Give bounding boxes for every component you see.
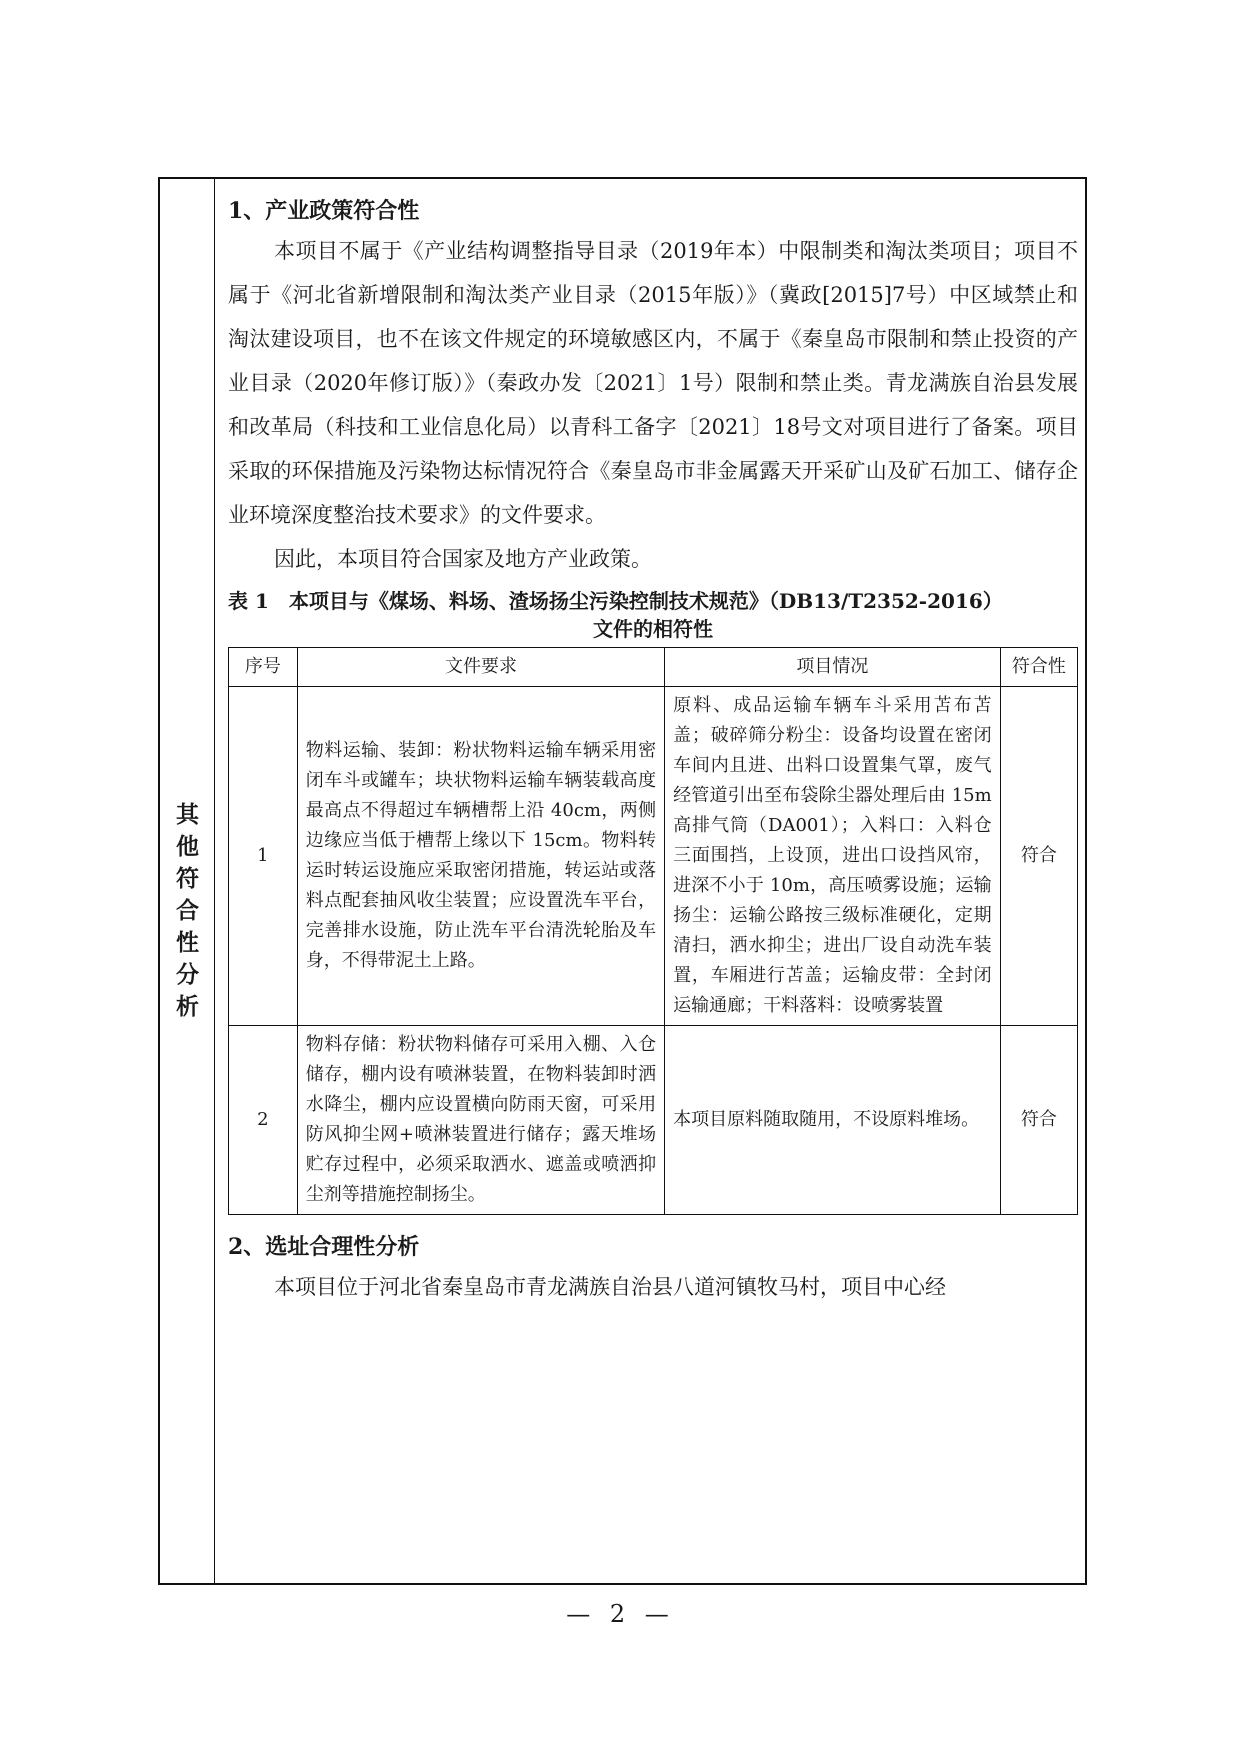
side-label-char: 性 xyxy=(176,930,199,956)
row-project: 本项目原料随取随用，不设原料堆场。 xyxy=(665,1026,1001,1215)
side-label-char: 析 xyxy=(176,994,199,1020)
table1-title-line1: 表 1 本项目与《煤场、料场、渣场扬尘污染控制技术规范》（DB13/T2352-2016） xyxy=(228,589,1003,613)
table-header-row xyxy=(229,648,1078,687)
row-requirement: 物料运输、装卸：粉状物料运输车辆采用密闭车斗或罐车；块状物料运输车辆装载高度最高点不得超过车辆槽帮上沿 40cm，两侧边缘应当低于槽帮上缘以下 15cm。物料转运时转运设施应采取密闭措施，转运站或落料点配套抽风收尘装置；应设置洗车平台，完善排水设施，防止洗车平台清洗轮胎及车身，不得带泥土上路。 xyxy=(297,687,664,1026)
page-number: — 2 — xyxy=(566,1600,675,1628)
header-requirement: 文件要求 xyxy=(297,648,664,687)
table1-title-line2: 文件的相符性 xyxy=(593,617,713,641)
row-requirement: 物料存储：粉状物料储存可采用入棚、入仓储存，棚内设有喷淋装置，在物料装卸时洒水降尘，棚内应设置横向防雨天窗，可采用防风抑尘网+喷淋装置进行储存；露天堆场贮存过程中，必须采取洒水、遮盖或喷洒抑尘剂等措施控制扬尘。 xyxy=(297,1026,664,1215)
section2-paragraph: 本项目位于河北省秦皇岛市青龙满族自治县八道河镇牧马村，项目中心经 xyxy=(274,1275,946,1299)
side-label-char: 符 xyxy=(176,866,199,892)
content-column xyxy=(228,179,1078,1309)
section1-heading: 1、产业政策符合性 xyxy=(228,198,420,224)
header-no: 序号 xyxy=(229,648,298,687)
header-project: 项目情况 xyxy=(665,648,1001,687)
side-label-char: 他 xyxy=(176,834,199,860)
row-compliance: 符合 xyxy=(1000,687,1077,1026)
section1-conclusion: 因此，本项目符合国家及地方产业政策。 xyxy=(274,547,652,571)
section2-heading: 2、选址合理性分析 xyxy=(228,1234,420,1260)
row-no: 1 xyxy=(229,687,298,1026)
side-label-char: 合 xyxy=(176,898,199,924)
section1-paragraph: 本项目不属于《产业结构调整指导目录（2019年本）中限制类和淘汰类项目；项目不属于《河北省新增限制和淘汰类产业目录（2015年版）》（冀政[2015]7号）中区域禁止和淘汰建设项目，也不在该文件规定的环境敏感区内，不属于《秦皇岛市限制和禁止投资的产业目录（2020年修订版）》（秦政办发〔2021〕1号）限制和禁止类。青龙满族自治县发展和改革局（科技和工业信息化局）以青科工备字〔2021〕18号文对项目进行了备案。项目采取的环保措施及污染物达标情况符合《秦皇岛市非金属露天开采矿山及矿石加工、储存企业环境深度整治技术要求》的文件要求。 xyxy=(228,239,1078,527)
compliance-table xyxy=(228,647,1078,1215)
side-label-char: 分 xyxy=(176,962,199,988)
table-row xyxy=(229,687,1078,1026)
analysis-frame xyxy=(158,177,1087,1585)
side-label xyxy=(160,799,215,1023)
table-row xyxy=(229,1026,1078,1215)
row-compliance: 符合 xyxy=(1000,1026,1077,1215)
side-column xyxy=(160,179,215,1583)
table1-title xyxy=(228,587,1078,643)
side-label-char: 其 xyxy=(176,802,199,828)
row-project: 原料、成品运输车辆车斗采用苫布苫盖；破碎筛分粉尘：设备均设置在密闭车间内且进、出料口设置集气罩，废气经管道引出至布袋除尘器处理后由 15m 高排气筒（DA001）；入料口：入料仓三面围挡，上设顶，进出口设挡风帘，进深不小于 10m，高压喷雾设施；运输扬尘：运输公路按三级标准硬化，定期清扫，洒水抑尘；进出厂设自动洗车装置，车厢进行苫盖；运输皮带：全封闭运输通廊；干料落料：设喷雾装置 xyxy=(665,687,1001,1026)
row-no: 2 xyxy=(229,1026,298,1215)
header-compliance: 符合性 xyxy=(1000,648,1077,687)
